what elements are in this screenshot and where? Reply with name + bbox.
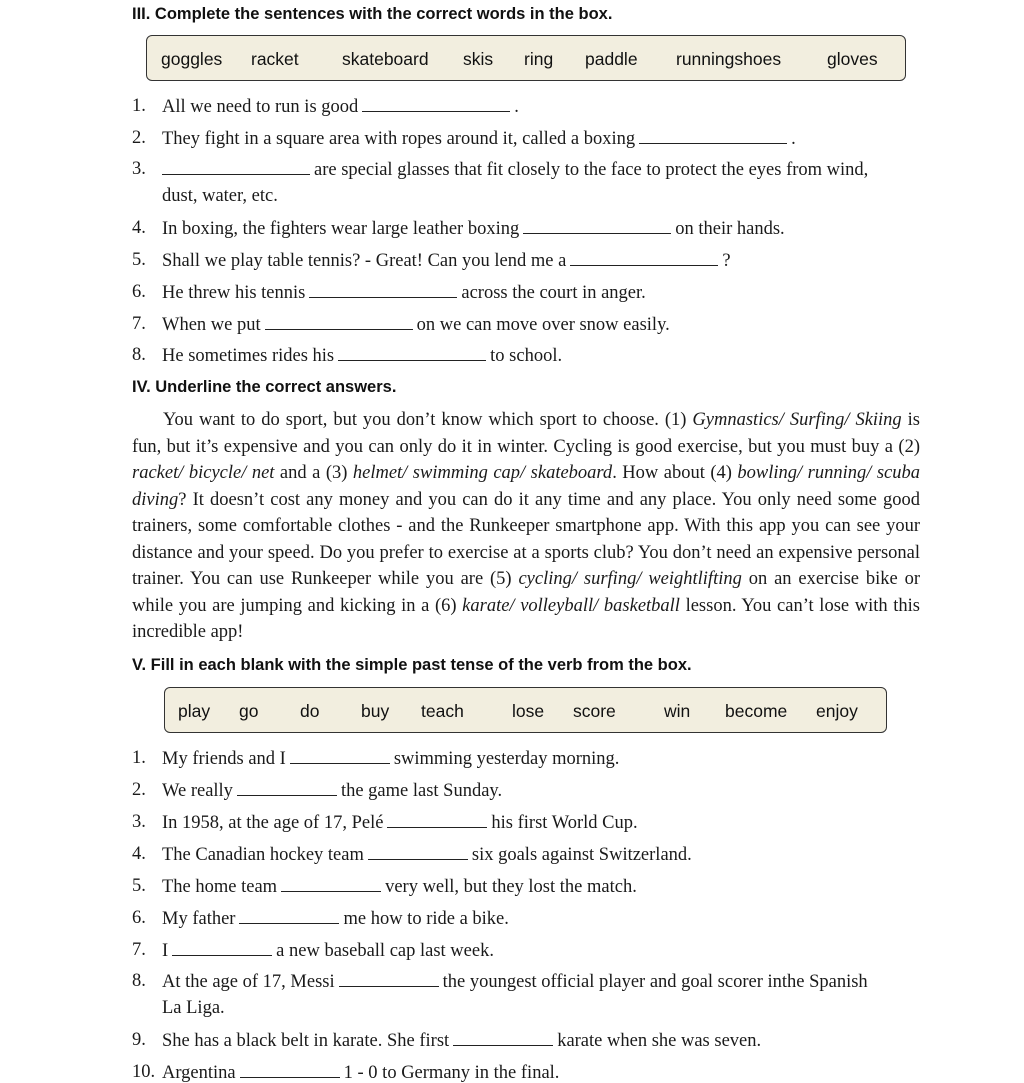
word-box-word: paddle: [585, 49, 638, 69]
word-box-word: skis: [463, 49, 494, 69]
word-box-word: buy: [361, 701, 390, 721]
answer-blank[interactable]: [240, 1063, 340, 1078]
answer-blank[interactable]: [523, 219, 671, 234]
word-box-5: [164, 687, 887, 733]
answer-blank[interactable]: [453, 1031, 553, 1046]
choice-5[interactable]: cycling/ surfing/ weightlifting: [518, 569, 742, 589]
answer-blank[interactable]: [570, 251, 718, 266]
section-5-heading: V. Fill in each blank with the simple past tense of the verb from the box.: [132, 656, 692, 674]
word-box-word: lose: [512, 701, 545, 721]
answer-blank[interactable]: [362, 97, 510, 112]
answer-blank[interactable]: [387, 813, 487, 828]
word-box-word: skateboard: [342, 49, 429, 69]
choice-4[interactable]: bowling/ running/ scuba diving: [132, 463, 921, 510]
section-3-heading: III. Complete the sentences with the correct words in the box.: [132, 5, 613, 23]
answer-blank[interactable]: [368, 845, 468, 860]
answer-blank[interactable]: [338, 346, 486, 361]
answer-blank[interactable]: [265, 315, 413, 330]
choice-3[interactable]: helmet/ swimming cap/ skateboard: [352, 463, 613, 483]
word-box-word: become: [725, 701, 788, 721]
word-box-word: enjoy: [816, 701, 858, 721]
word-box-word: teach: [421, 701, 464, 721]
answer-blank[interactable]: [309, 283, 457, 298]
word-box-3: [146, 35, 906, 81]
answer-blank[interactable]: [172, 941, 272, 956]
word-box-word: ring: [524, 49, 554, 69]
answer-blank[interactable]: [639, 129, 787, 144]
answer-blank[interactable]: [239, 909, 339, 924]
answer-blank[interactable]: [162, 160, 310, 175]
choice-6[interactable]: karate/ volleyball/ basketball: [462, 595, 680, 616]
worksheet-page: III. Complete the sentences with the correct words in the box. goggles racket skateboard skis ring paddle runningshoes gloves 1. All we need to run is good . 2. They fight in a square area with ropes around it, called a boxing . 3. are special glasses that fit closely to the face to protect the eyes from wind, dust, water, etc. 4. In boxing, the fighters wear large leather boxing on their hands. 5. Shall we play table tennis? - Great! Can you lend me a ? 6. He threw his tennis across the court in anger. 7. When we put on we can move over snow easily. 8. He sometimes rides his to school. IV. Underline the correct answers. You want to do sport, but you don’t know which sport to choose. (1) Gymnastics/ Surfing/ Skiing is fun, but it’s expensive and you can only do it in winter. Cycling is good exercise, but you must buy a (2) racket/ bicycle/ net and a (3) helmet/ swimming cap/ skateboard. How about (4) bowling/ running/ scuba diving? It doesn’t cost any money and you can do it any time and any place. You only need some good trainers, some comfortable clothes - and the Runkeeper smartphone app. With this app you can see your distance and your speed. Do you prefer to exercise at a sports club? You don’t need an expensive personal trainer. You can use Runkeeper while you are (5) cycling/ surfing/ weightlifting on an exercise bike or while you are jumping and kicking in a (6) karate/ volleyball/ basketball lesson. You can’t lose with this incredible app! V. Fill in each blank with the simple past tense of the verb from the box. play go do buy teach lose score win become enjoy 1. My friends and I swimming yesterday morning. 2. We really the game last Sunday. 3. In 1958, at the age of 17, Pelé his first World Cup. 4. The Canadian hockey team six goals against Switzerland. 5. The home team very well, but they lost the match. 6. My father me how to ride a bike. 7. I a new baseball cap last week. 8. At the age of 17, Messi the youngest official player and goal scorer inthe Spanish La Liga. 9. She has a black belt in karate. She first karate when she was seven. 10. Argentina 1 - 0 to Germany in the final.: [132, 5, 921, 1083]
word-box-word: score: [573, 701, 616, 721]
word-box-word: do: [300, 701, 320, 721]
word-box-word: go: [239, 701, 259, 721]
answer-blank[interactable]: [290, 749, 390, 764]
word-box-word: gloves: [827, 49, 878, 69]
section-4-heading: IV. Underline the correct answers.: [132, 378, 397, 396]
answer-blank[interactable]: [237, 781, 337, 796]
word-box-word: racket: [251, 49, 299, 69]
word-box-word: goggles: [161, 49, 223, 69]
word-box-word: play: [178, 701, 211, 721]
choice-2[interactable]: racket/ bicycle/ net: [132, 463, 275, 483]
choice-1[interactable]: Gymnastics/ Surfing/ Skiing: [692, 410, 902, 430]
word-box-word: runningshoes: [676, 49, 782, 69]
answer-blank[interactable]: [281, 877, 381, 892]
reading-passage: You want to do sport, but you don’t know which sport to choose. (1) Gymnastics/ Surfing/ Skiing is fun, but it’s expensive and you can only do it in winter. Cycling is good exercise, but you must buy a (2) racket/ bicycle/ net and a (3) helmet/ swimming cap/ skateboard. How about (4) bowling/ running/ scuba diving? It doesn’t cost any money and you can do it any time and any place. You only need some good trainers, some comfortable clothes - and the Runkeeper smartphone app. With this app you can see your distance and your speed. Do you prefer to exercise at a sports club? You don’t need an expensive personal trainer. You can use Runkeeper while you are (5) cycling/ surfing/ weightlifting on an exercise bike or while you are jumping and kicking in a (6) karate/ volleyball/ basketball lesson. You can’t lose with this incredible app!: [132, 410, 921, 642]
word-box-word: win: [664, 701, 691, 721]
answer-blank[interactable]: [339, 972, 439, 987]
